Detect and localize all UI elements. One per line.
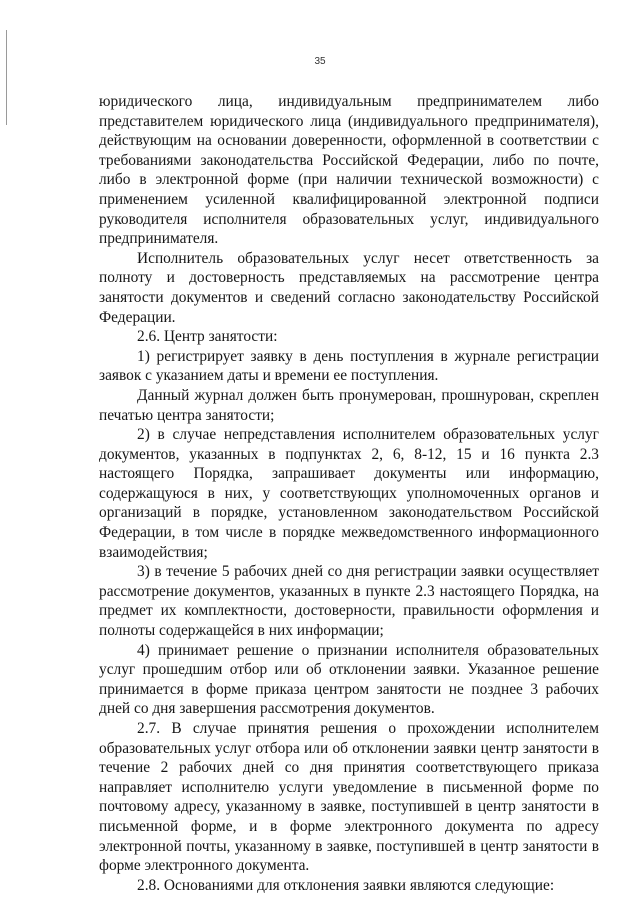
paragraph-p-2-6: 2.6. Центр занятости:	[137, 328, 278, 346]
document-body	[99, 92, 599, 895]
paragraph-p-2-8: 2.8. Основаниями для отклонения заявки являются следующие:	[137, 876, 555, 894]
paragraph-p-2-7: 2.7. В случае принятия решения о прохождении исполнителем образовательных услуг отбора или об отклонении заявки центр занятости в течение 2 рабочих дней со дня принятия соответствующего приказа направляет исполнителю услуги уведомление в письменной форме по почтовому адресу, указанному в заявке, поступившей в центр занятости в письменной форме, и в форме электронного документа по адресу электронной почты, указанному в заявке, поступившей в центр занятости в форме электронного документа.	[99, 720, 599, 875]
page-number: 35	[314, 56, 326, 67]
paragraph-p-2-6-1: 1) регистрирует заявку в день поступления в журнале регистрации заявок с указанием даты и времени ее поступления.	[99, 347, 599, 385]
paragraph-p-2-6-2: 2) в случае непредставления исполнителем образовательных услуг документов, указанных в подпунктах 2, 6, 8-12, 15 и 16 пункта 2.3 настоящего Порядка, запрашивает документы или информацию, содержащуюся в них, у соответствующих уполномоченных органов и организаций в порядке, установленном законодательством Российской Федерации, в том числе в порядке межведомственного информационного взаимодействия;	[99, 426, 599, 561]
paragraph-p-continuation: юридического лица, индивидуальным предпринимателем либо представителем юридического лица (индивидуального предпринимателя), действующим на основании доверенности, оформленной в соответствии с требованиями законодательства Российской Федерации, либо по почте, либо в электронной форме (при наличии технической возможности) с применением усиленной квалифицированной электронной подписи руководителя исполнителя образовательных услуг, индивидуального предпринимателя.	[99, 93, 599, 248]
paragraph-p-2-6-3: 3) в течение 5 рабочих дней со дня регистрации заявки осуществляет рассмотрение документов, указанных в пункте 2.3 настоящего Порядка, на предмет их комплектности, достоверности, правильности оформления и полноты содержащейся в них информации;	[99, 563, 599, 640]
paragraph-p-journal: Данный журнал должен быть пронумерован, прошнурован, скреплен печатью центра занятости;	[99, 386, 599, 424]
paragraph-p-responsibility: Исполнитель образовательных услуг несет ответственность за полноту и достоверность представляемых на рассмотрение центра занятости документов и сведений согласно законодательству Российской Федерации.	[99, 249, 599, 326]
paragraph-p-2-6-4: 4) принимает решение о признании исполнителя образовательных услуг прошедшим отбор или об отклонении заявки. Указанное решение принимается в форме приказа центром занятости не позднее 3 рабочих дней со дня завершения рассмотрения документов.	[99, 641, 599, 718]
scan-edge-mark	[6, 30, 7, 125]
